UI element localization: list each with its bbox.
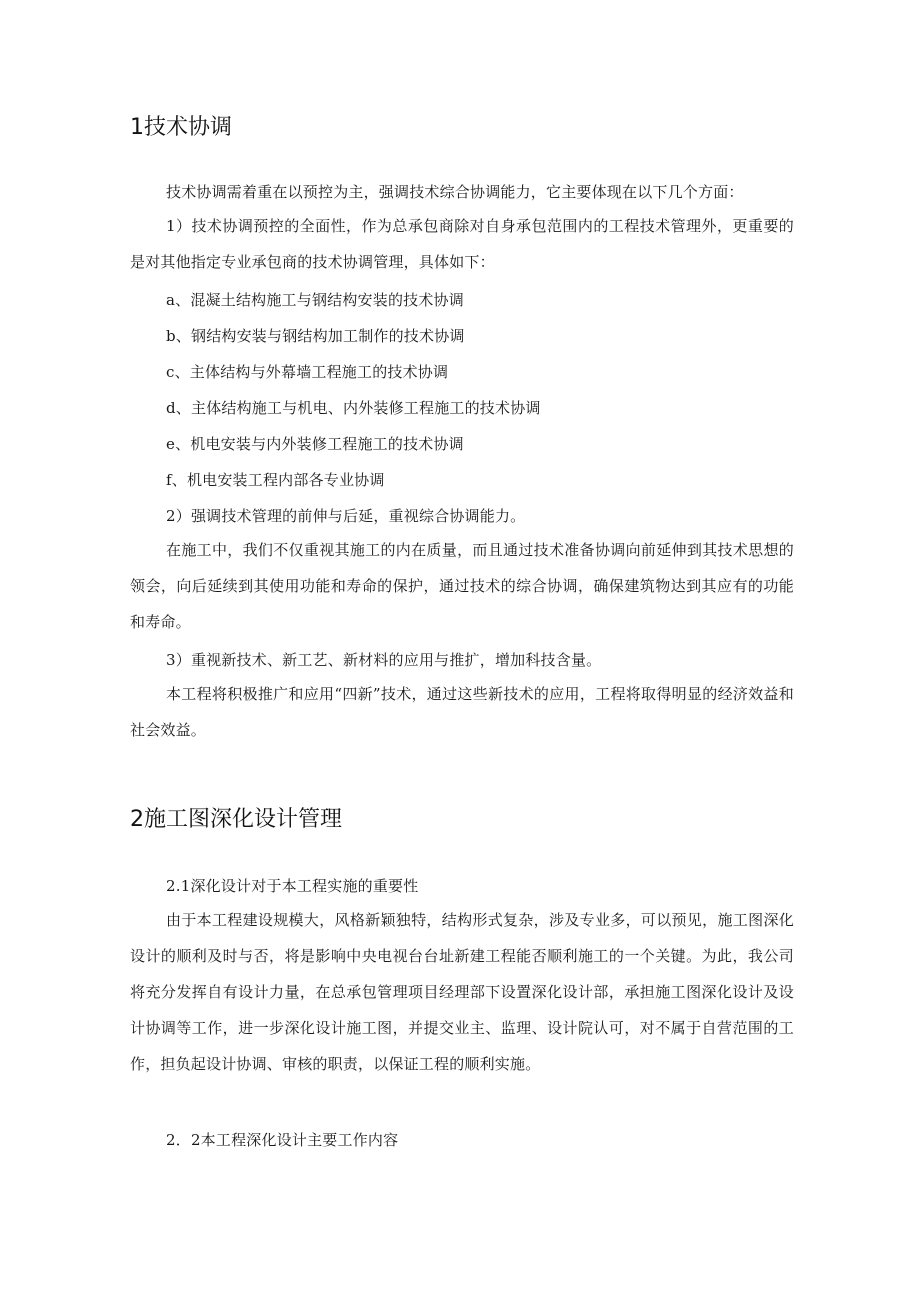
list-item-b: b、钢结构安装与钢结构加工制作的技术协调 [166, 327, 465, 345]
section-1-item-2-paragraph: 在施工中，我们不仅重视其施工的内在质量，而且通过技术准备协调向前延伸到其技术思想的领会，向后延续到其使用功能和寿命的保护，通过技术的综合协调，确保建筑物达到其应有的功能和寿命。 [130, 541, 794, 631]
section-1-item-2: 2）强调技术管理的前伸与后延，重视综合协调能力。 [166, 507, 526, 525]
subsection-2-2-heading: 2．2本工程深化设计主要工作内容 [166, 1131, 399, 1149]
section-1-heading: 1技术协调 [130, 115, 232, 140]
section-1-item-1-paragraph: 1）技术协调预控的全面性，作为总承包商除对自身承包范围内的工程技术管理外，更重要的是对其他指定专业承包商的技术协调管理，具体如下： [130, 217, 794, 271]
list-item-d: d、主体结构施工与机电、内外装修工程施工的技术协调 [166, 399, 541, 417]
section-1-item-3: 3）重视新技术、新工艺、新材料的应用与推扩，增加科技含量。 [166, 651, 602, 669]
section-2-heading: 2施工图深化设计管理 [130, 807, 342, 832]
list-item-f: f、机电安装工程内部各专业协调 [166, 471, 385, 489]
list-item-e: e、机电安装与内外装修工程施工的技术协调 [166, 435, 464, 453]
subsection-2-1-heading: 2.1深化设计对于本工程实施的重要性 [166, 877, 419, 895]
list-item-c: c、主体结构与外幕墙工程施工的技术协调 [166, 363, 449, 381]
section-1-item-3-paragraph: 本工程将积极推广和应用“四新”技术，通过这些新技术的应用，工程将取得明显的经济效益和社会效益。 [130, 685, 794, 739]
list-item-a: a、混凝土结构施工与钢结构安装的技术协调 [166, 291, 464, 309]
subsection-2-1-paragraph: 由于本工程建设规模大，风格新颖独特，结构形式复杂，涉及专业多，可以预见，施工图深化设计的顺利及时与否，将是影响中央电视台台址新建工程能否顺利施工的一个关键。为此，我公司将充分发挥自有设计力量，在总承包管理项目经理部下设置深化设计部，承担施工图深化设计及设计协调等工作，进一步深化设计施工图，并提交业主、监理、设计院认可，对不属于自营范围的工作，担负起设计协调、审核的职责，以保证工程的顺利实施。 [130, 911, 794, 1073]
section-1-intro: 技术协调需着重在以预控为主，强调技术综合协调能力，它主要体现在以下几个方面： [166, 183, 744, 201]
